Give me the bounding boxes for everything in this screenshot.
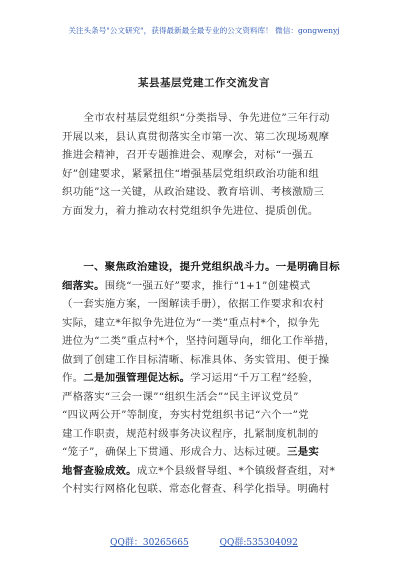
footer-qq-group-2: QQ群:535304092 [219, 538, 298, 548]
text-segment: 个村实行网格化包联、常态化督查、科学化指导。明确村 [62, 483, 330, 495]
bold-text-segment: 细落实。 [62, 279, 105, 292]
text-line: 方面发力，着力推动农村党组织争先进位、提质创优。 [62, 204, 319, 217]
text-segment: “笼子”，确保上下贯通、形成合力、达标过硬。 [62, 446, 288, 458]
text-segment: 学习运用“千万工程”经验， [190, 372, 320, 384]
text-line [62, 277, 345, 296]
text-line: 好”创建要求，紧紧扭住“增强基层党组织政治功能和组 [62, 167, 320, 180]
text-line [62, 332, 345, 351]
text-line [62, 351, 345, 370]
text-segment: 进位为“二类”重点村*个，坚持问题导向，细化工作举措， [62, 335, 336, 347]
text-segment: 建工作职责，规范村级事务决议程序，扎紧制度机制的 [62, 427, 319, 440]
text-line: 开展以来，县认真贯彻落实全市第一次、第二次现场观摩 [62, 130, 330, 143]
text-line [62, 480, 345, 499]
bold-text-segment: 二是加强管理促达标。 [83, 372, 191, 384]
text-line: 织功能”这一关键，从政治建设、教育培训、考核激励三 [62, 186, 325, 198]
text-segment: 做到了创建工作目标清晰、标准具体、务实管用、便于操 [62, 353, 330, 366]
text-line [62, 369, 345, 388]
text-segment: 实际，建立*年拟争先进位为“一类”重点村*个，拟争先 [62, 316, 320, 329]
text-line [62, 388, 345, 407]
text-line: 全市农村基层党组织“分类指导、争先进位”三年行动 [62, 112, 330, 124]
text-segment: 作。 [62, 372, 84, 384]
bold-text-segment: 三是实 [287, 446, 320, 458]
text-segment: “四议两公开”等制度，夯实村党组织书记“六个一”党 [62, 409, 309, 421]
document-title: 某县基层党建工作交流发言 [138, 77, 270, 89]
text-segment: 成立*个县级督导组、*个镇级督查组，对* [136, 464, 336, 477]
text-line [62, 406, 345, 425]
bold-text-segment: 一、聚焦政治建设，提升党组织战斗力。一是明确目标 [62, 261, 340, 273]
text-segment: 围绕“一强五好”要求，推行“1+1”创建模式 [104, 279, 311, 292]
text-line: 推进会精神，召开专题推进会、观摩会，对标“一强五 [62, 149, 314, 161]
footer-qq-group-1: QQ群：30265665 [110, 538, 189, 548]
footer-qq-groups [0, 537, 408, 549]
text-line [62, 258, 345, 277]
text-line [62, 425, 345, 444]
paragraph-intro [62, 109, 345, 220]
bold-text-segment: 地督查验成效。 [62, 464, 137, 477]
header-notice: 关注头条号"公文研究"，获得最新最全最专业的公文资料库！ 微信：gongwenyj [68, 26, 340, 35]
text-line [62, 314, 345, 333]
text-line [62, 295, 345, 314]
text-segment: （一套实施方案，一图解读手册），依据工作要求和农村 [62, 298, 325, 310]
text-line [62, 443, 345, 462]
text-segment: 严格落实“三会一课”“组织生活会”“民主评议党员” [62, 390, 299, 403]
paragraph-section-one [62, 258, 345, 499]
text-line [62, 462, 345, 481]
